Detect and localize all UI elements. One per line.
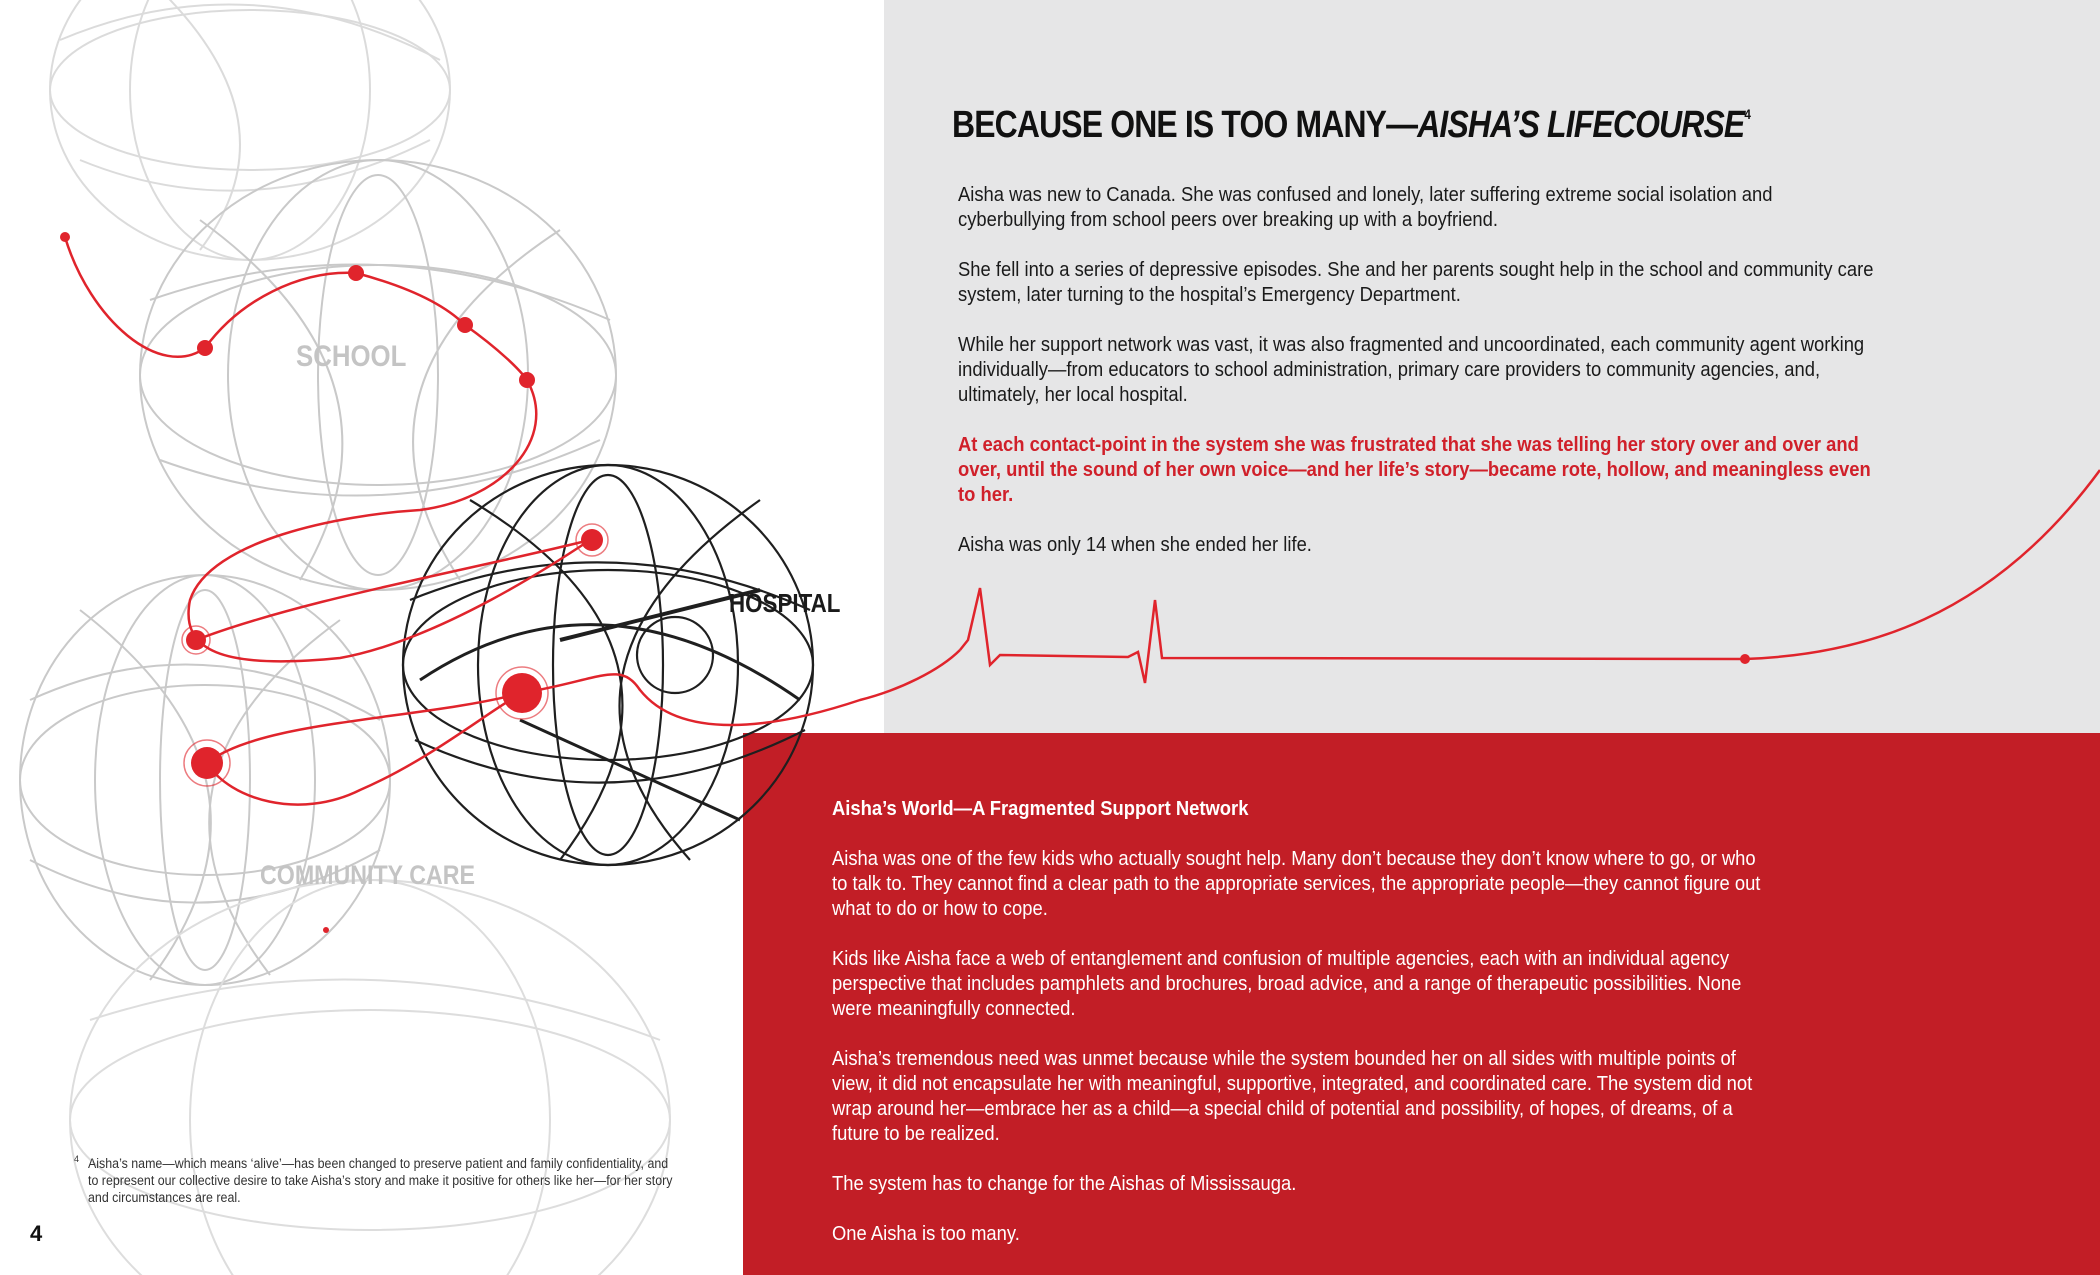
- headline-emphasis: AISHA’S LIFECOURSE: [1417, 104, 1745, 146]
- world-paragraph-2: Kids like Aisha face a web of entanglement and confusion of multiple agencies, each with an individual agency perspective that includes pamphlets and brochures, broad advice, and a range of therapeutic possibilities. None were meaningfully connected.: [832, 948, 1742, 1020]
- world-paragraph-4: The system has to change for the Aishas of Mississauga.: [832, 1173, 1297, 1195]
- story-paragraph-5: Aisha was only 14 when she ended her life.: [958, 534, 1312, 556]
- world-paragraph-5: One Aisha is too many.: [832, 1223, 1020, 1245]
- world-section-title: Aisha’s World—A Fragmented Support Network: [832, 798, 1249, 820]
- world-paragraph-3: Aisha’s tremendous need was unmet because while the system bounded her on all sides with multiple points of view, it did not encapsulate her with meaningful, supportive, integrated, and coordinated care. The system did not wrap around her—embrace her as a child—a special child of potential and possibility, of hopes, of dreams, of a future to be realized.: [832, 1048, 1753, 1145]
- community-care-label: COMMUNITY CARE: [260, 860, 476, 890]
- story-highlight-paragraph: At each contact-point in the system she was frustrated that she was telling her story over and over and over, until the sound of her own voice—and her life’s story—became rote, hollow, and meaningless even to her.: [958, 434, 1871, 506]
- headline-main: BECAUSE ONE IS TOO MANY—: [952, 104, 1418, 146]
- school-label: SCHOOL: [296, 340, 407, 373]
- story-paragraph-3: While her support network was vast, it was also fragmented and uncoordinated, each community agent working individually—from educators to school administration, primary care providers to community agencies, and, ultimately, her local hospital.: [958, 334, 1865, 406]
- story-section: [958, 183, 1878, 583]
- headline-footnote-ref: 4: [1744, 106, 1751, 122]
- world-section: [832, 797, 1832, 1272]
- footnote-text: Aisha’s name—which means ‘alive’—has been changed to preserve patient and family confidentiality, and to represent our collective desire to take Aisha’s story and make it positive for others like her—for her story and circumstances are real.: [88, 1156, 673, 1205]
- hospital-sphere-graphic: [403, 465, 813, 865]
- contact-point-halos: [182, 524, 608, 786]
- hospital-label: HOSPITAL: [729, 588, 841, 618]
- page-headline: [952, 104, 1876, 147]
- bottom-sphere-graphic: [70, 880, 670, 1275]
- school-sphere-graphic: [140, 160, 616, 590]
- world-paragraph-1: Aisha was one of the few kids who actually sought help. Many don’t because they don’t know where to go, or who to talk to. They cannot find a clear path to the appropriate services, the appropriate people—they cannot figure out what to do or how to cope.: [832, 848, 1761, 920]
- footnote-mark: 4: [74, 1154, 80, 1164]
- story-paragraph-1: Aisha was new to Canada. She was confused and lonely, later suffering extreme social isolation and cyberbullying from school peers over breaking up with a boyfriend.: [958, 184, 1773, 231]
- footnote: [74, 1155, 684, 1206]
- story-paragraph-2: She fell into a series of depressive episodes. She and her parents sought help in the school and community care system, later turning to the hospital’s Emergency Department.: [958, 259, 1874, 306]
- page-number: 4: [30, 1221, 43, 1246]
- top-sphere-graphic: [50, 0, 450, 260]
